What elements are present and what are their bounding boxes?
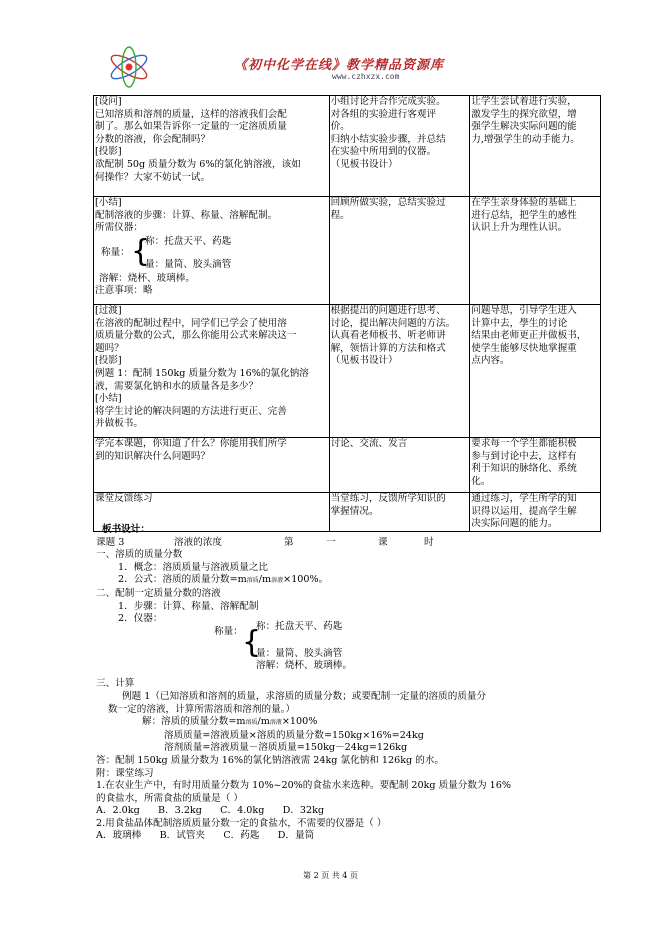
formula-text: ×100%: [281, 716, 318, 728]
table-row: [94, 197, 601, 305]
cell-line: 在溶液的配制过程中，同学们已学会了使用溶: [95, 317, 287, 329]
cell-line: 识得以运用，提高学生解: [471, 505, 577, 517]
cell-line: 结果由老师更正并做板书，: [471, 330, 587, 342]
cell-line: 使学生能够尽快地掌握重: [471, 342, 577, 354]
cell-line: 所需仪器：: [95, 222, 143, 234]
board-line: 1．步骤：计算、称量、溶解配制: [118, 600, 259, 612]
formula-text: ×100%。: [283, 574, 329, 586]
cell-line: 当堂练习，反馈所学知识的: [330, 493, 446, 504]
intent-cell: [470, 438, 601, 493]
weigh-item: 称：托盘天平、药匙: [145, 235, 232, 247]
formula-text: 2．公式：溶质的质量分数=m: [118, 574, 247, 586]
cell-line: 何操作？大家不妨试一试。: [95, 171, 211, 183]
cell-line: 归纳小结实验步骤，并总结: [330, 133, 446, 145]
intent-cell: [470, 305, 601, 438]
cell-line: [小结]: [95, 393, 122, 405]
atom-logo-icon: [106, 44, 152, 90]
section-title: 二、配制一定质量分数的溶液: [96, 587, 221, 599]
cell-line: 课堂反馈练习: [95, 493, 153, 504]
cell-line: 到的知识解决什么问题吗？: [95, 450, 211, 462]
student-activity-cell: [329, 438, 470, 493]
cell-line: 价。: [330, 121, 350, 133]
page-header: [100, 50, 600, 90]
cell-line: 题吗？: [95, 342, 124, 354]
table-row: [94, 438, 601, 493]
board-line: 1．概念：溶质质量与溶液质量之比: [118, 561, 269, 573]
formula-text: 解：溶质的质量分数=m: [142, 716, 246, 728]
cell-line: 通过练习，学生所学的知: [471, 493, 577, 504]
weighing-group: [95, 235, 328, 273]
question-options: A．玻璃棒 B．试管夹 C．药匙 D．量筒: [96, 830, 315, 842]
board-design: [96, 524, 606, 843]
student-activity-cell: [329, 96, 470, 197]
formula-text: /m: [258, 574, 272, 586]
formula-line: [96, 574, 606, 588]
teaching-table: [93, 95, 601, 532]
intent-cell: [470, 197, 601, 305]
cell-line: 解，领悟计算的方法和格式: [330, 342, 446, 354]
intent-cell: [470, 96, 601, 197]
example-line: 例题 1（已知溶质和溶剂的质量，求溶质的质量分数；或要配制一定量的溶质的质量分: [122, 690, 487, 702]
solution-line: 溶剂质量=溶液质量－溶质质量=150kg－24kg=126kg: [164, 742, 408, 754]
cell-line: 决实际问题的能力。: [471, 518, 558, 530]
cell-line: [投影]: [95, 146, 122, 158]
cell-line: （见板书设计）: [330, 158, 398, 170]
cell-line: 计算中去，學生的讨论: [471, 317, 568, 329]
cell-line: 例题 1：配制 150kg 质量分数为 16%的氯化钠溶: [95, 367, 309, 379]
cell-line: 力,增强学生的动手能力。: [471, 133, 580, 145]
formula-text: /m: [257, 716, 270, 728]
cell-line: 液，需要氯化钠和水的质量各是多少？: [95, 380, 259, 392]
cell-line: 配制溶液的步骤：计算、称量、溶解配制。: [95, 209, 278, 221]
example-line: 数一定的溶液，计算所需溶质和溶剂的量。）: [108, 703, 296, 715]
solution-line: 溶质质量=溶液质量×溶质的质量分数=150kg×16%=24kg: [164, 729, 424, 741]
teacher-activity-cell: [94, 197, 330, 305]
cell-line: 对各组的实验进行客观评: [330, 108, 437, 120]
cell-line: 认真看老师板书、听老师讲: [330, 330, 446, 342]
section-title: 一、溶质的质量分数: [96, 549, 183, 561]
lesson-title: 溶液的浓度: [174, 536, 222, 548]
cell-line: 要求每一个学生都能积极: [471, 438, 577, 449]
student-activity-cell: [329, 305, 470, 438]
board-heading: 板书设计：: [102, 524, 150, 535]
practice-heading: 附：课堂练习: [96, 767, 154, 779]
cell-line: 质质量分数的公式，那么你能用公式来解决这一: [95, 330, 297, 342]
cell-line: 强学生解决实际问题的能: [471, 121, 577, 133]
cell-line: 让学生尝试着进行实验，: [471, 96, 577, 107]
cell-line: 讨论、交流、发言: [330, 438, 408, 449]
board-line: 溶解：烧杯、玻璃棒。: [256, 659, 352, 671]
cell-line: 并做板书。: [95, 418, 143, 430]
header-url: www.czhxzx.com: [332, 72, 400, 81]
solution-line: [96, 716, 606, 730]
teacher-activity-cell: [94, 305, 330, 438]
board-line: 2．仪器：: [118, 613, 163, 625]
teacher-activity-cell: [94, 438, 330, 493]
lesson-word: 第: [284, 536, 294, 548]
cell-line: 问题导思，引导学生进入: [471, 305, 577, 316]
formula-sub: 溶液: [269, 719, 282, 727]
formula-sub: 溶液: [271, 577, 284, 585]
question-options: A．2.0kg B．3.2kg C．4.0kg D．32kg: [96, 805, 325, 817]
weigh-label: 称量：: [214, 625, 243, 637]
cell-line: 利于知识的脉络化、系统: [471, 463, 577, 475]
cell-line: 点内容。: [471, 355, 510, 367]
weigh-item: 量：量筒、胶头滴管: [256, 647, 343, 659]
header-title: 《初中化学在线》教学精品资源库: [234, 58, 445, 73]
instrument-group: [96, 620, 606, 666]
cell-line: 讨论，提出解决问题的方法。: [330, 317, 456, 329]
cell-line: 掌握情况。: [330, 505, 379, 517]
cell-line: 小组讨论并合作完成实验。: [330, 96, 446, 107]
cell-line: 在学生亲身体验的基础上: [471, 197, 577, 208]
cell-line: 根据提出的问题进行思考、: [330, 305, 446, 316]
question-line: 的食盐水，所需食盐的质量是（ ）: [96, 792, 243, 804]
cell-line: 已知溶质和溶剂的质量，这样的溶液我们会配: [95, 108, 287, 120]
brace-icon: {: [242, 624, 262, 660]
cell-line: 分数的溶液，你会配制吗？: [95, 133, 211, 145]
cell-line: [投影]: [95, 355, 122, 367]
cell-line: 认识上升为理性认识。: [471, 222, 568, 234]
cell-line: 进行总结，把学生的感性: [471, 209, 577, 221]
cell-line: [过渡]: [95, 305, 122, 316]
formula-sub: 溶质: [245, 719, 258, 727]
lesson-number: 课题 3: [96, 536, 125, 548]
cell-line: 参与到讨论中去，这样有: [471, 450, 577, 462]
question-line: 1.在农业生产中，有时用质量分数为 10%~20%的食盐水来选种。要配制 20kg 质量分数为 16%: [96, 780, 511, 792]
cell-line: 程。: [330, 209, 350, 221]
cell-line: （见板书设计）: [330, 355, 398, 367]
lesson-word: 一: [326, 536, 336, 548]
cell-line: 注意事项：略: [95, 285, 153, 297]
cell-line: 激发学生的探究欲望，增: [471, 108, 577, 120]
cell-line: 制了。那么如果告诉你一定量的一定溶质质量: [95, 121, 287, 133]
cell-line: 将学生讨论的解决问题的方法进行更正、完善: [95, 405, 287, 417]
answer-line: 答：配制 150kg 质量分数为 16%的氯化钠溶液需 24kg 氯化钠和 126kg 的水。: [96, 754, 445, 766]
weigh-item: 称：托盘天平、药匙: [256, 620, 343, 632]
cell-line: [设问]: [95, 96, 122, 107]
table-row: [94, 305, 601, 438]
formula-sub: 溶质: [246, 577, 259, 585]
brace-icon: {: [131, 233, 151, 269]
cell-line: 回顾所做实验，总结实验过: [330, 197, 446, 208]
lesson-line: [96, 537, 606, 550]
lesson-word: 时: [424, 536, 434, 548]
teacher-activity-cell: [94, 96, 330, 197]
table-row: [94, 96, 601, 197]
cell-line: 学完本课题，你知道了什么？你能用我们所学: [95, 438, 287, 449]
section-title: 三、计算: [96, 678, 135, 690]
cell-line: 在实验中所用到的仪器。: [330, 146, 437, 158]
cell-line: 溶解：烧杯、玻璃棒。: [99, 272, 195, 284]
cell-line: 欲配制 50g 质量分数为 6%的氯化钠溶液，该如: [95, 158, 301, 170]
cell-line: [小结]: [95, 197, 122, 208]
page-footer: 第 2 页 共 4 页: [303, 871, 358, 880]
question-line: 2.用食盐晶体配制溶质质量分数一定的食盐水，不需要的仪器是（ ）: [96, 817, 387, 829]
cell-line: 化。: [471, 475, 491, 487]
weigh-item: 量：量筒、胶头滴管: [145, 258, 232, 270]
lesson-word: 课: [378, 536, 388, 548]
weigh-label: 称量：: [101, 246, 130, 258]
student-activity-cell: [329, 197, 470, 305]
